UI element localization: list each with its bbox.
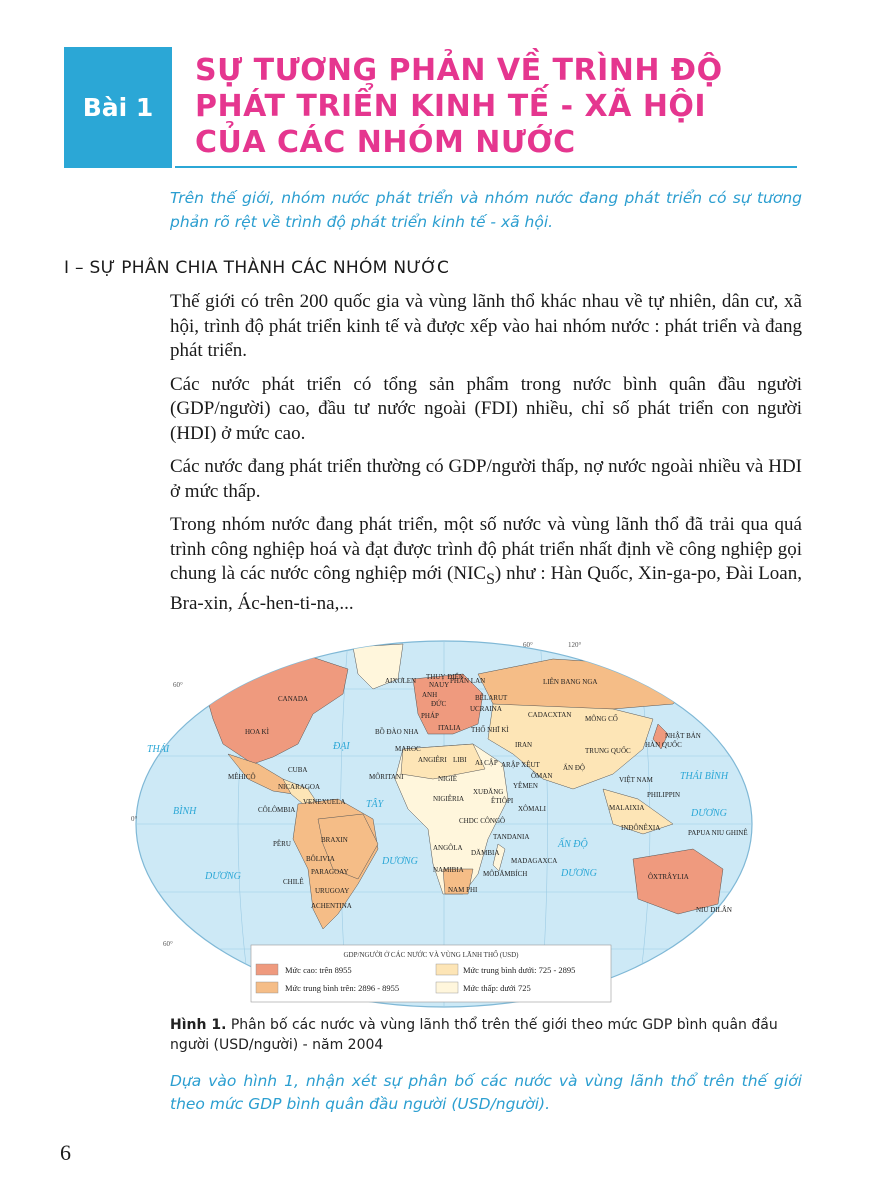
- label-peru: PÊRU: [273, 840, 291, 848]
- label-philippin: PHILIPPIN: [647, 791, 681, 799]
- new-zealand-land: [723, 914, 738, 934]
- paragraph-2: Các nước phát triển có tổng sản phẩm trong nước bình quân đầu người (GDP/người) cao, đầu tư nước ngoài (FDI) nhiều, chỉ số phát triển con người (HDI) ở mức cao.: [170, 373, 802, 444]
- label-chile: CHILÊ: [283, 878, 304, 886]
- label-nhat-ban: NHẬT BẢN: [665, 732, 701, 740]
- lon-60: 60°: [523, 641, 533, 649]
- ocean-duong-2: DƯƠNG: [382, 856, 418, 867]
- map-legend: [251, 945, 611, 1002]
- ocean-an-do: ẤN ĐỘ: [558, 839, 588, 850]
- label-malaixia: MALAIXIA: [609, 804, 645, 812]
- label-viet-nam: VIỆT NAM: [619, 776, 653, 784]
- legend-swatch-high: [256, 964, 278, 975]
- label-dambia: DĂMBIA: [471, 849, 500, 857]
- section-heading: I – SỰ PHÂN CHIA THÀNH CÁC NHÓM NƯỚC: [64, 258, 450, 278]
- paragraph-4-tail: ) như : Hàn Quốc, Xin-ga-po, Đài Loan, Bra-xin, Ác-hen-ti-na,...: [170, 563, 802, 615]
- ocean-duong-3: DƯƠNG: [561, 868, 597, 879]
- label-nigieria: NIGIÊRIA: [433, 795, 465, 803]
- ocean-tay: TÂY: [366, 799, 384, 810]
- nics-subscript: S: [486, 570, 495, 588]
- question-text: Dựa vào hình 1, nhận xét sự phân bố các nước và vùng lãnh thổ trên thế giới theo mức GDP bình quân đầu người (USD/người).: [170, 1072, 802, 1113]
- label-tho-nhi-ki: THỔ NHĨ KÌ: [471, 726, 509, 734]
- label-achentina: ACHENTINA: [311, 902, 352, 910]
- label-modambich: MÔDĂMBÍCH: [483, 870, 528, 878]
- ocean-dai: ĐẠI: [333, 741, 350, 752]
- ocean-binh: BÌNH: [173, 806, 197, 817]
- label-oman: ÔMAN: [531, 772, 553, 780]
- label-thuy-dien: THUỴ ĐIỂN: [426, 673, 464, 681]
- label-colombia: CÔLÔMBIA: [258, 806, 296, 814]
- label-nauy: NAUY: [429, 681, 450, 689]
- legend-upper-mid: Mức trung bình trên: 2896 - 8955: [285, 983, 400, 993]
- label-angieri: ANGIÊRI: [418, 756, 447, 764]
- label-canada: CANADA: [278, 695, 308, 703]
- label-xomali: XÔMALI: [518, 805, 546, 813]
- label-yemen: YÊMEN: [513, 782, 538, 790]
- paragraph-4-text: Trong nhóm nước đang phát triển, một số nước và vùng lãnh thổ đã trải qua quá trình công nghiệp hoá và đạt được trình độ phát triển nhất định về công nghiệp gọi chung là các nước công nghiệp mới (NIC: [170, 514, 802, 584]
- label-anh: ANH: [422, 691, 438, 699]
- label-lien-bang-nga: LIÊN BANG NGA: [543, 678, 598, 686]
- label-braxin: BRAXIN: [321, 836, 348, 844]
- label-niu-dilan: NIU DILÂN: [696, 906, 732, 914]
- label-ai-cap: AI CẬP: [475, 759, 498, 767]
- legend-high: Mức cao: trên 8955: [285, 965, 352, 975]
- label-mong-co: MÔNG CỔ: [585, 715, 618, 723]
- title-line-1: SỰ TƯƠNG PHẢN VỀ TRÌNH ĐỘ: [195, 53, 723, 88]
- label-nam-phi: NAM PHI: [448, 886, 478, 894]
- lesson-label: Bài 1: [82, 93, 154, 122]
- label-libi: LIBI: [453, 756, 467, 764]
- label-moritani: MÔRITANI: [369, 773, 404, 781]
- legend-low: Mức thấp: dưới 725: [463, 983, 531, 993]
- caption-text: Phân bố các nước và vùng lãnh thổ trên thế giới theo mức GDP bình quân đầu người (USD/người) - năm 2004: [170, 1017, 778, 1053]
- label-trung-quoc: TRUNG QUỐC: [585, 747, 631, 755]
- label-angola: ANGÔLA: [433, 844, 463, 852]
- label-cadacxtan: CADACXTAN: [528, 711, 572, 719]
- lesson-number-box: [64, 47, 172, 168]
- legend-title: GDP/NGƯỜI Ở CÁC NƯỚC VÀ VÙNG LÃNH THỔ (USD): [343, 951, 519, 959]
- label-papua-niu-ghine: PAPUA NIU GHINÊ: [688, 829, 748, 837]
- title-line-3: CỦA CÁC NHÓM NƯỚC: [195, 125, 576, 160]
- label-italia: ITALIA: [438, 724, 461, 732]
- label-nigie: NIGIÊ: [438, 775, 458, 783]
- label-xudang: XUĐĂNG: [473, 788, 504, 796]
- ocean-duong-4: DƯƠNG: [691, 808, 727, 819]
- label-etiopi: ÊTIÔPI: [491, 797, 514, 805]
- caption-label: Hình 1.: [170, 1017, 227, 1033]
- label-urugoay: URUGOAY: [315, 887, 350, 895]
- label-cuba: CUBA: [288, 766, 308, 774]
- ocean-thai-binh-2: THÁI BÌNH: [680, 771, 729, 782]
- label-bo-dao-nha: BỒ ĐÀO NHA: [375, 728, 419, 736]
- label-phap: PHÁP: [421, 712, 439, 720]
- world-gdp-map: [133, 639, 755, 1017]
- lat-0: 0°: [131, 815, 138, 823]
- label-madagaxca: MADAGAXCA: [511, 857, 558, 865]
- legend-swatch-lower-mid: [436, 964, 458, 975]
- title-line-2: PHÁT TRIỂN KINH TẾ - XÃ HỘI: [195, 89, 707, 124]
- label-tandania: TANDANIA: [493, 833, 530, 841]
- label-iran: IRAN: [515, 741, 533, 749]
- label-chdc-congo: CHDC CÔNGÔ: [459, 817, 506, 825]
- label-arap-xeut: ARẬP XÊUT: [501, 761, 540, 769]
- label-oxtraylia: ÔXTRÂYLIA: [648, 873, 689, 881]
- label-hoa-ki: HOA KÌ: [245, 728, 269, 736]
- label-maroc: MAROC: [395, 745, 421, 753]
- lon-120: 120°: [568, 641, 582, 649]
- label-an-do: ẤN ĐỘ: [563, 764, 585, 772]
- legend-swatch-upper-mid: [256, 982, 278, 993]
- label-indonexia: INĐÔNÊXIA: [621, 824, 661, 832]
- legend-lower-mid: Mức trung bình dưới: 725 - 2895: [463, 965, 576, 975]
- paragraph-3: Các nước đang phát triển thường có GDP/người thấp, nợ nước ngoài nhiều và HDI ở mức thấp.: [170, 456, 802, 502]
- lesson-title: [175, 47, 797, 168]
- body-text: [170, 290, 802, 626]
- ocean-thai: THÁI: [147, 744, 170, 755]
- label-bolivia: BÔLIVIA: [306, 855, 335, 863]
- ocean-duong: DƯƠNG: [205, 871, 241, 882]
- label-venezuela: VENEXUELA: [303, 798, 346, 806]
- label-namibia: NAMIBIA: [433, 866, 464, 874]
- label-duc: ĐỨC: [431, 700, 447, 708]
- label-nicaragoa: NICARAGOA: [278, 783, 320, 791]
- label-han-quoc: HÀN QUỐC: [645, 741, 682, 749]
- label-phan-lan: PHẦN LAN: [450, 677, 486, 685]
- page-number: 6: [60, 1140, 71, 1165]
- legend-swatch-low: [436, 982, 458, 993]
- label-belarut: BÊLARUT: [475, 694, 508, 702]
- label-paragoay: PARAGOAY: [311, 868, 349, 876]
- label-ucraina: UCRAINA: [470, 705, 502, 713]
- lat-60s: 60°: [163, 940, 173, 948]
- paragraph-4: [170, 513, 802, 617]
- lat-60n: 60°: [173, 681, 183, 689]
- figure-caption: [170, 1015, 810, 1055]
- label-mexico: MÊHICÔ: [228, 773, 256, 781]
- label-aixolen: AIXƠLEN: [385, 677, 417, 685]
- paragraph-1: Thế giới có trên 200 quốc gia và vùng lãnh thổ khác nhau về tự nhiên, dân cư, xã hội, trình độ phát triển kinh tế và được xếp vào hai nhóm nước : phát triển và đang phát triển.: [170, 291, 802, 361]
- intro-text: Trên thế giới, nhóm nước phát triển và nhóm nước đang phát triển có sự tương phản rõ rệt về trình độ phát triển kinh tế - xã hội.: [170, 189, 802, 231]
